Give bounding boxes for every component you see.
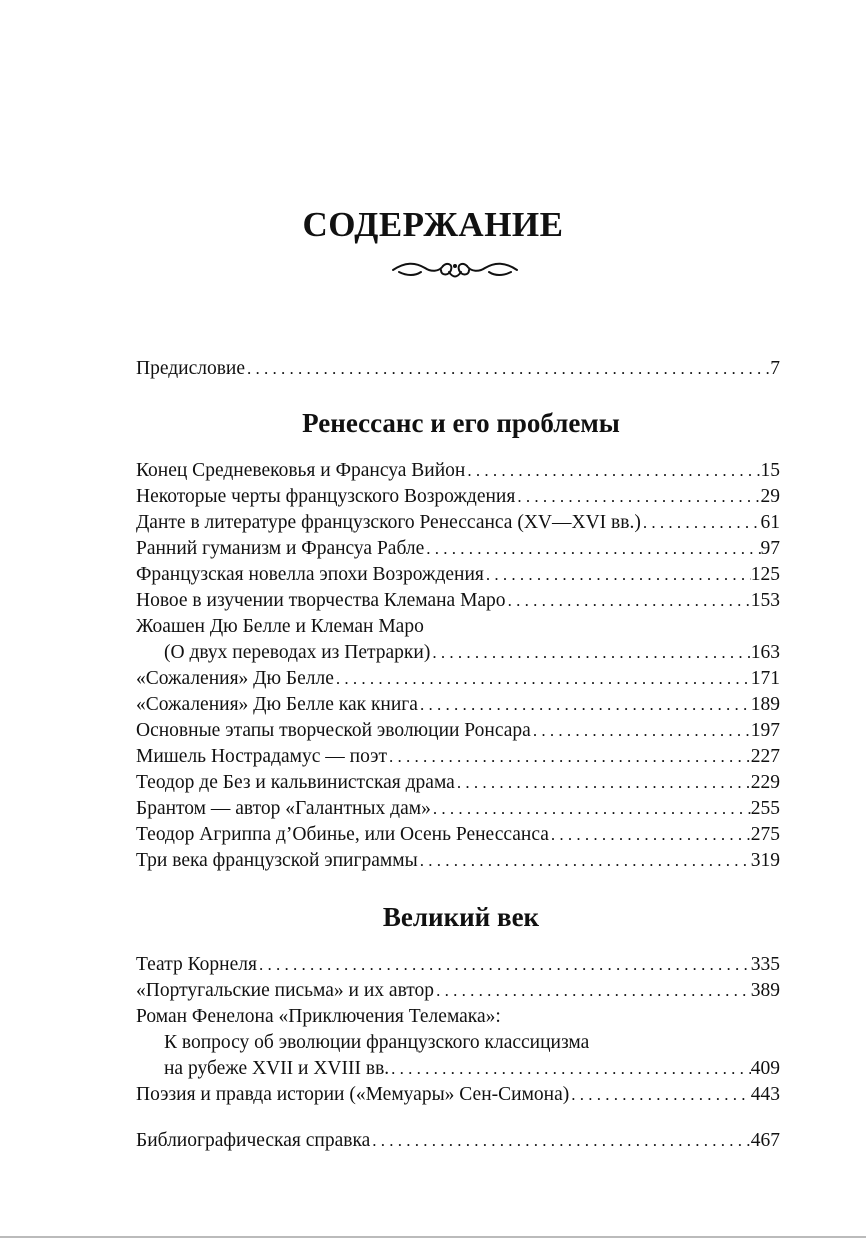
leader-dots bbox=[465, 458, 760, 484]
decorative-flourish-icon bbox=[385, 258, 525, 282]
toc-entry[interactable] bbox=[136, 1082, 780, 1108]
entry-title: Ранний гуманизм и Франсуа Рабле bbox=[136, 538, 425, 559]
leader-dots bbox=[334, 666, 751, 692]
leader-dots bbox=[569, 1082, 751, 1108]
leader-dots bbox=[370, 1128, 750, 1154]
entry-page: 229 bbox=[750, 772, 780, 793]
entry-page: 389 bbox=[750, 980, 780, 1001]
toc-entry[interactable] bbox=[136, 536, 780, 562]
leader-dots bbox=[418, 692, 751, 718]
leader-dots bbox=[506, 588, 751, 614]
entry-page: 467 bbox=[750, 1130, 780, 1151]
leader-dots bbox=[431, 796, 751, 822]
entry-title: Французская новелла эпохи Возрождения bbox=[136, 564, 484, 585]
leader-dots bbox=[424, 536, 760, 562]
entry-page: 443 bbox=[750, 1084, 780, 1105]
entry-page: 125 bbox=[750, 564, 780, 585]
toc-entry[interactable] bbox=[136, 718, 780, 744]
toc-entry-title-line[interactable] bbox=[136, 614, 780, 640]
entry-title: Теодор Агриппа д’Обинье, или Осень Ренессанса bbox=[136, 824, 549, 845]
entry-page: 15 bbox=[760, 460, 780, 481]
toc-entry[interactable] bbox=[136, 822, 780, 848]
toc-entry[interactable] bbox=[136, 692, 780, 718]
leader-dots bbox=[387, 744, 751, 770]
entry-page: 61 bbox=[760, 512, 780, 533]
entry-title: Новое в изучении творчества Клемана Маро bbox=[136, 590, 506, 611]
leader-dots bbox=[418, 848, 751, 874]
entry-page: 97 bbox=[760, 538, 780, 559]
entry-subtitle: (О двух переводах из Петрарки) bbox=[164, 642, 431, 663]
entry-title: Жоашен Дю Белле и Клеман Маро bbox=[136, 616, 424, 637]
page-edge-rule bbox=[0, 1236, 866, 1238]
leader-dots bbox=[484, 562, 751, 588]
section-heading: Ренессанс и его проблемы bbox=[302, 408, 620, 438]
leader-dots bbox=[434, 978, 751, 1004]
section-heading: Великий век bbox=[382, 902, 540, 932]
toc-entry[interactable] bbox=[136, 952, 780, 978]
entry-title: Поэзия и правда истории («Мемуары» Сен-Симона) bbox=[136, 1084, 570, 1105]
toc-entry[interactable] bbox=[136, 484, 780, 510]
entry-title: Брантом — автор «Галантных дам» bbox=[136, 798, 431, 819]
toc-entry-title-line[interactable] bbox=[136, 1004, 780, 1030]
entry-page: 7 bbox=[770, 358, 780, 379]
leader-dots bbox=[245, 356, 770, 382]
entry-page: 319 bbox=[750, 850, 780, 871]
entry-title: Теодор де Без и кальвинистская драма bbox=[136, 772, 455, 793]
toc-entry[interactable] bbox=[136, 796, 780, 822]
entry-page: 275 bbox=[750, 824, 780, 845]
leader-dots bbox=[455, 770, 751, 796]
entry-subtitle: К вопросу об эволюции французского классицизма bbox=[164, 1032, 590, 1053]
entry-title: Роман Фенелона «Приключения Телемака»: bbox=[136, 1006, 501, 1027]
entry-page: 163 bbox=[750, 642, 780, 663]
entry-page: 171 bbox=[750, 668, 780, 689]
leader-dots bbox=[515, 484, 760, 510]
leader-dots bbox=[430, 640, 750, 666]
entry-title: Данте в литературе французского Ренессанса (XV—XVI вв.) bbox=[136, 512, 641, 533]
toc-entry[interactable] bbox=[136, 770, 780, 796]
entry-title: Мишель Нострадамус — поэт bbox=[136, 746, 387, 767]
leader-dots bbox=[641, 510, 761, 536]
toc-entry[interactable] bbox=[136, 458, 780, 484]
page-title: СОДЕРЖАНИЕ bbox=[302, 205, 564, 244]
entry-title: Конец Средневековья и Франсуа Вийон bbox=[136, 460, 466, 481]
entry-title: «Сожаления» Дю Белле bbox=[136, 668, 334, 689]
entry-subtitle: на рубеже XVII и XVIII вв. bbox=[164, 1058, 390, 1079]
entry-title: Некоторые черты французского Возрождения bbox=[136, 486, 516, 507]
entry-page: 409 bbox=[750, 1058, 780, 1079]
entry-page: 197 bbox=[750, 720, 780, 741]
toc-entry[interactable] bbox=[136, 588, 780, 614]
entry-page: 29 bbox=[760, 486, 780, 507]
toc-entry-bibliography[interactable] bbox=[136, 1128, 780, 1154]
entry-page: 189 bbox=[750, 694, 780, 715]
entry-page: 335 bbox=[750, 954, 780, 975]
entry-title: «Сожаления» Дю Белле как книга bbox=[136, 694, 418, 715]
entry-page: 255 bbox=[750, 798, 780, 819]
toc-entry[interactable] bbox=[136, 510, 780, 536]
entry-title: Библиографическая справка bbox=[136, 1130, 371, 1151]
leader-dots bbox=[549, 822, 751, 848]
toc-entry[interactable] bbox=[164, 640, 780, 666]
leader-dots bbox=[531, 718, 751, 744]
leader-dots bbox=[257, 952, 751, 978]
entry-title: «Португальские письма» и их автор bbox=[136, 980, 435, 1001]
toc-entry[interactable] bbox=[136, 978, 780, 1004]
toc-entry-preface[interactable] bbox=[136, 356, 780, 382]
entry-page: 153 bbox=[750, 590, 780, 611]
leader-dots bbox=[389, 1056, 751, 1082]
entry-page: 227 bbox=[750, 746, 780, 767]
toc-entry[interactable] bbox=[136, 562, 780, 588]
entry-title: Основные этапы творческой эволюции Ронсара bbox=[136, 720, 531, 741]
entry-title: Театр Корнеля bbox=[136, 954, 257, 975]
toc-entry[interactable] bbox=[136, 666, 780, 692]
entry-title: Три века французской эпиграммы bbox=[136, 850, 418, 871]
toc-entry[interactable] bbox=[164, 1056, 780, 1082]
toc-entry-subtitle-line[interactable] bbox=[164, 1030, 780, 1056]
entry-title: Предисловие bbox=[136, 358, 246, 379]
toc-entry[interactable] bbox=[136, 848, 780, 874]
toc-entry[interactable] bbox=[136, 744, 780, 770]
